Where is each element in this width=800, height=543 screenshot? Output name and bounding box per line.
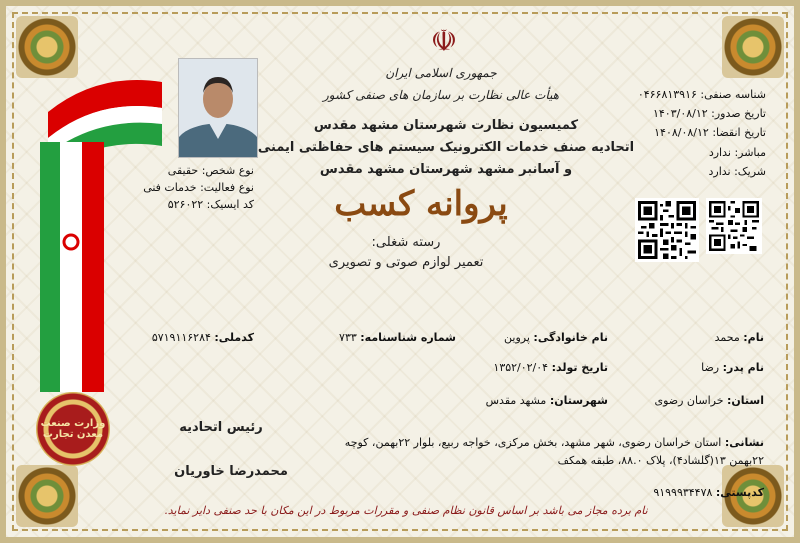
guild-id: شناسه صنفی: ۰۴۶۶۸۱۳۹۱۶ — [637, 88, 766, 101]
corner-ornament-icon — [722, 16, 784, 78]
footer-statement: نام برده مجاز می باشد بر اساس قانون نظام صنفی و مقررات مربوط در این مکان با حد صنفی دایر نماید. — [164, 504, 648, 517]
postal-code-row: کدپستی: ۹۱۹۹۹۳۴۴۷۸ — [653, 486, 764, 499]
address-line-1: نشانی: استان خراسان رضوی، شهر مشهد، بخش مرکزی، خواجه ربیع، بلوار ۲۲بهمن، کوچه — [344, 436, 764, 449]
guild-label: رسته شغلی: — [371, 235, 441, 250]
father-name-row: نام پدر: رضا — [701, 361, 764, 374]
corner-ornament-icon — [16, 465, 78, 527]
address-line-2: ۲۲بهمن ۱۳(گلشاد۴)، پلاک ۸۸.۰، طبقه همکف — [557, 454, 764, 467]
ministry-seal-icon — [36, 392, 110, 466]
person-type: نوع شخص: حقیقی — [167, 164, 254, 177]
board-text: هیأت عالی نظارت بر سازمان های صنفی کشور — [322, 88, 560, 102]
qr-code-icon — [706, 198, 762, 254]
signatory-role: رئیس اتحادیه — [179, 420, 263, 435]
isic-code: کد ایسیک: ۵۲۶۰۲۲ — [167, 198, 254, 211]
partner: شریک: ندارد — [708, 165, 766, 178]
issue-date: تاریخ صدور: ۱۴۰۳/۰۸/۱۲ — [652, 107, 766, 120]
union-line-2: و آسانبر مشهد شهرستان مشهد مقدس — [319, 162, 573, 177]
province-row: استان: خراسان رضوی — [654, 394, 764, 407]
id-number-row: شماره شناسنامه: ۷۳۳ — [339, 331, 456, 344]
commission-text: کمیسیون نظارت شهرستان مشهد مقدس — [313, 118, 579, 133]
emblem-icon: ☫ — [430, 24, 458, 59]
last-name-row: نام خانوادگی: پروین — [504, 331, 608, 344]
manager: مباشر: ندارد — [708, 146, 766, 159]
republic-text: جمهوری اسلامی ایران — [385, 66, 497, 80]
guild-value: تعمیر لوازم صوتی و تصویری — [328, 255, 484, 270]
national-code-row: کدملی: ۵۷۱۹۱۱۶۲۸۴ — [151, 331, 254, 344]
first-name-row: نام: محمد — [714, 331, 764, 344]
seal-text: وزارت صنعت معدن تجارت — [40, 418, 106, 440]
activity-type: نوع فعالیت: خدمات فنی — [143, 181, 254, 194]
birth-date-row: تاریخ تولد: ۱۳۵۲/۰۲/۰۴ — [493, 361, 608, 374]
license-title: پروانه کسب — [334, 184, 508, 224]
expiry-date: تاریخ انقضا: ۱۴۰۸/۰۸/۱۲ — [654, 126, 766, 139]
signatory-name: محمدرضا خاوریان — [174, 464, 288, 479]
qr-code-icon — [635, 198, 699, 262]
union-line-1: اتحادیه صنف خدمات الکترونیک سیستم های حفاظتی ایمنی — [257, 140, 635, 155]
city-row: شهرستان: مشهد مقدس — [485, 394, 608, 407]
iran-flag-ribbon-icon — [38, 52, 168, 398]
